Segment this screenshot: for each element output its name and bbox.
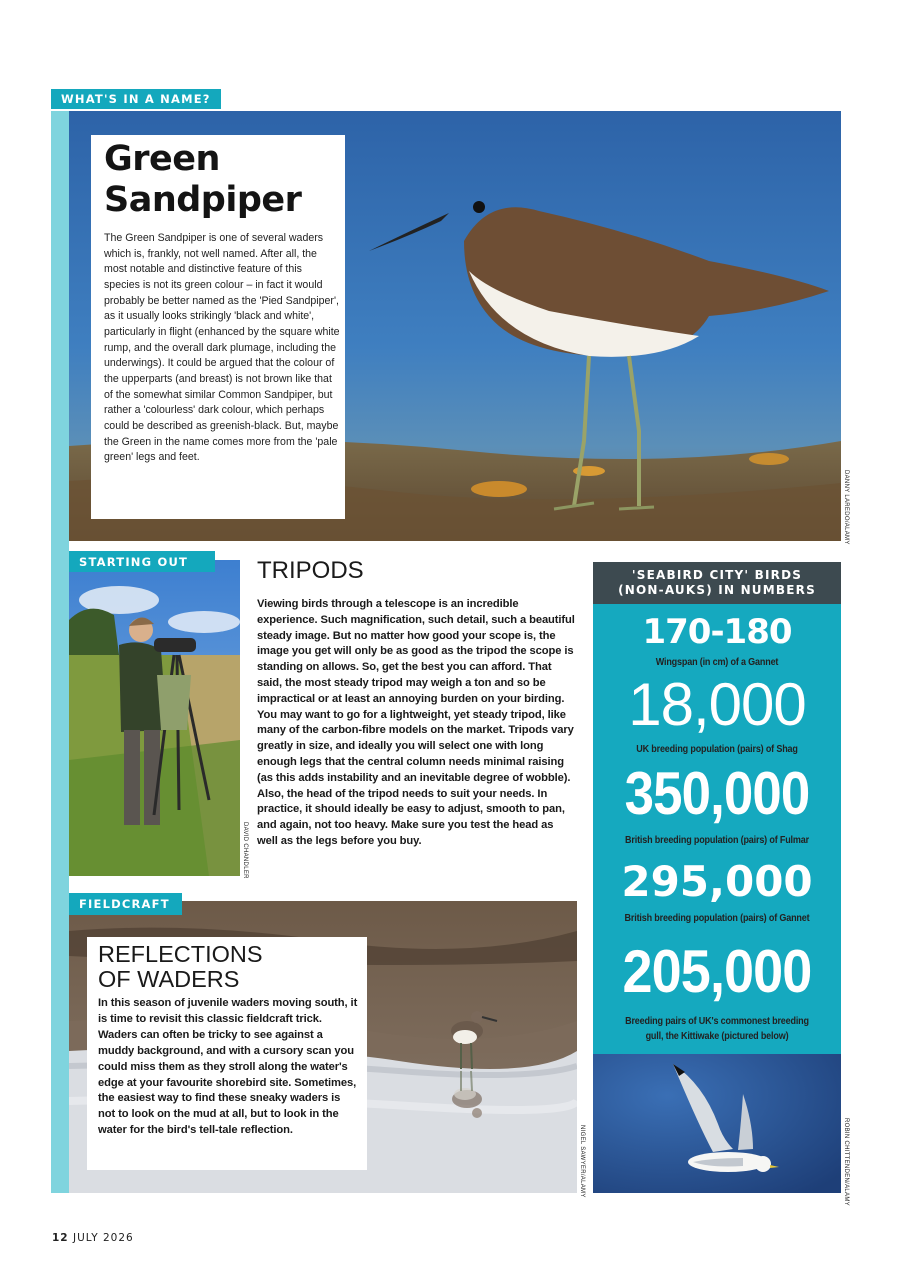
stat-label-gannet-wingspan: Wingspan (in cm) of a Gannet	[655, 656, 779, 668]
section-tag-fieldcraft: FIELDCRAFT	[69, 893, 182, 915]
kittiwake-image	[593, 1054, 841, 1193]
seabird-numbers-header	[593, 562, 841, 604]
reflections-title-line-1: REFLECTIONS	[98, 941, 263, 967]
reflections-title	[98, 942, 263, 992]
title-line-2: Sandpiper	[104, 180, 302, 220]
photo-credit-kittiwake: ROBIN CHITTENDEN/ALAMY	[843, 1118, 849, 1206]
left-accent-bar	[51, 111, 69, 1193]
reflections-title-line-2: OF WADERS	[98, 966, 240, 992]
stat-label-fulmar: British breeding population (pairs) of Fulmar	[625, 834, 809, 846]
birder-with-tripod-photo	[69, 560, 240, 876]
fieldcraft-textbox	[87, 937, 367, 1170]
stat-value-kittiwake: 205,000	[622, 938, 812, 1005]
section-tag-starting-out: STARTING OUT	[69, 551, 215, 572]
whats-in-a-name-textbox	[91, 135, 345, 519]
page-number: 12	[52, 1232, 69, 1244]
seabird-numbers-panel	[593, 604, 841, 1054]
numbers-header-line-2: (NON-AUKS) IN NUMBERS	[618, 583, 816, 597]
numbers-header-line-1: 'SEABIRD CITY' BIRDS	[631, 568, 803, 582]
photo-credit-tripod: DAVID CHANDLER	[242, 822, 248, 879]
green-sandpiper-title	[104, 139, 301, 221]
page-footer	[52, 1232, 134, 1244]
issue-date: JULY 2026	[72, 1232, 134, 1244]
stat-label-shag: UK breeding population (pairs) of Shag	[636, 743, 798, 755]
stat-value-shag: 18,000	[628, 671, 806, 738]
stat-label-gannet: British breeding population (pairs) of Gannet	[624, 912, 810, 924]
kittiwake-photo	[593, 1054, 841, 1193]
stat-value-gannet: 295,000	[621, 857, 813, 906]
stat-value-fulmar: 350,000	[624, 760, 810, 827]
green-sandpiper-body: The Green Sandpiper is one of several waders which is, frankly, not well named. After all, the most notable and distinctive feature of this species is not its green colour – in fact it would probably be better named as the 'Pied Sandpiper', as it usually looks strikingly 'black and white', particularly in flight (enhanced by the square white rump, and the overall dark plumage, including the underwings). It could be argued that the colour of the upperparts (and breast) is not brown like that of the somewhat similar Common Sandpiper, but rather a 'colourless' dark colour, which perhaps could be described as greenish-black. But, maybe the Green in the name comes more from the 'pale green' legs and feet.	[104, 232, 340, 464]
tripods-title: TRIPODS	[257, 557, 364, 584]
birder-with-tripod-image	[69, 560, 240, 876]
title-line-1: Green	[104, 139, 220, 179]
section-tag-whats-in-a-name: WHAT'S IN A NAME?	[51, 89, 221, 109]
photo-credit-sandpiper: DANNY LAREDO/ALAMY	[843, 470, 849, 545]
stat-label-kittiwake: Breeding pairs of UK's commonest breeding gull, the Kittiwake (pictured below)	[625, 1015, 809, 1042]
tripods-body: Viewing birds through a telescope is an incredible experience. Such magnification, such detail, such a beautiful steady image. But no matter how good your scope is, the image you get will only be as good as the tripod the scope is standing on allows. So, get the best you can afford. That said, the most steady tripod may weigh a ton and so be impractical or at least an annoying burden on your birding. You may want to go for a lightweight, yet steady tripod, like many of the carbon-fibre models on the market. Tripods vary greatly in size, and ideally you will select one with long enough legs that the central column needs minimal raising (as this adds instability and an inevitable degree of wobble). Also, the head of the tripod needs to suit your needs. In practice, it should ideally be easy to adjust, smooth to pan, and again, not too heavy. Make sure you test the head as well as the legs before you buy.	[257, 598, 575, 847]
photo-credit-wader: NIGEL SAWYER/ALAMY	[579, 1125, 585, 1198]
reflections-body: In this season of juvenile waders moving south, it is time to revisit this classic fieldcraft trick. Waders can often be tricky to see against a muddy background, and with a cursory scan you could miss them as they stroll along the water's edge at your favourite shorebird site. Sometimes, the easiest way to find these sneaky waders is not to look on the mud at all, but to look in the water for the bird's tell-tale reflection.	[98, 997, 358, 1137]
stat-value-gannet-wingspan: 170-180	[642, 612, 792, 652]
